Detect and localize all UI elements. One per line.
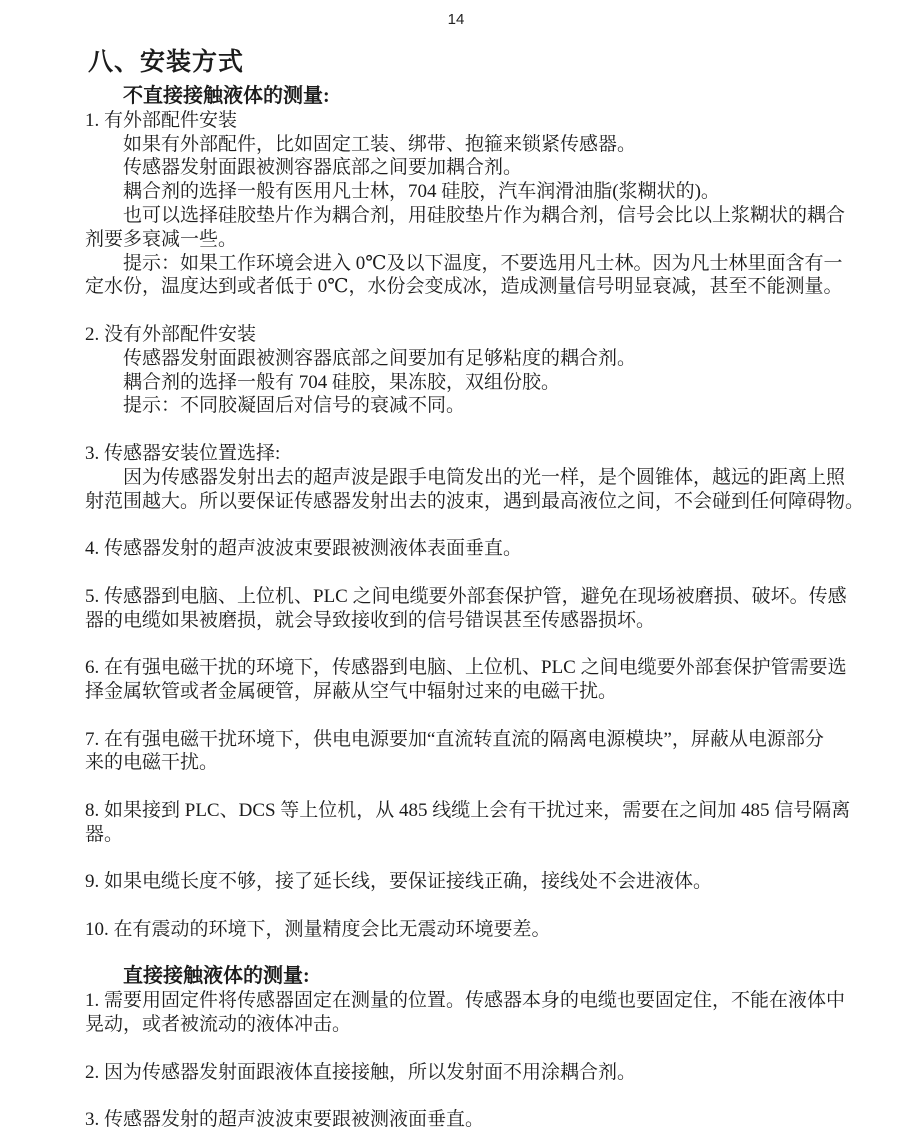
text-line: 传感器发射面跟被测容器底部之间要加耦合剂。	[123, 157, 523, 179]
text-line: 2. 因为传感器发射面跟液体直接接触，所以发射面不用涂耦合剂。	[85, 1061, 637, 1083]
text-line: 也可以选择硅胶垫片作为耦合剂，用硅胶垫片作为耦合剂，信号会比以上浆糊状的耦合	[123, 204, 846, 226]
text-line: 10. 在有震动的环境下，测量精度会比无震动环境要差。	[85, 918, 551, 940]
text-line: 剂要多衰减一些。	[85, 228, 238, 250]
text-line: 耦合剂的选择一般有医用凡士林，704 硅胶，汽车润滑油脂(浆糊状的)。	[123, 181, 720, 203]
section-title: 直接接触液体的测量:	[123, 965, 310, 988]
blank-line	[85, 1037, 885, 1061]
text-line: 晃动，或者被流动的液体冲击。	[85, 1014, 352, 1036]
text-line: 1. 需要用固定件将传感器固定在测量的位置。传感器本身的电缆也要固定住，不能在液体中	[85, 990, 846, 1012]
text-line: 5. 传感器到电脑、上位机、PLC 之间电缆要外部套保护管，避免在现场被磨损、破坏。传感	[85, 585, 847, 607]
text-line: 2. 没有外部配件安装	[85, 323, 257, 345]
text-line: 来的电磁干扰。	[85, 752, 219, 774]
page-title: 八、安装方式	[88, 49, 245, 76]
blank-line	[85, 704, 885, 728]
blank-line	[85, 942, 885, 966]
page-number: 14	[447, 11, 465, 28]
text-line: 1. 有外部配件安装	[85, 109, 238, 131]
text-line: 择金属软管或者金属硬管，屏蔽从空气中辐射过来的电磁干扰。	[85, 680, 618, 702]
text-line: 提示：不同胶凝固后对信号的衰减不同。	[123, 395, 466, 417]
text-line: 器。	[85, 823, 124, 845]
text-line: 8. 如果接到 PLC、DCS 等上位机，从 485 线缆上会有干扰过来，需要在之间加 485 信号隔离	[85, 799, 851, 821]
blank-line	[85, 894, 885, 918]
text-line: 7. 在有强电磁干扰环境下，供电电源要加“直流转直流的隔离电源模块”，屏蔽从电源部分	[85, 728, 824, 750]
text-line: 6. 在有强电磁干扰的环境下，传感器到电脑、上位机、PLC 之间电缆要外部套保护管需要选	[85, 657, 847, 679]
blank-line	[85, 299, 885, 323]
text-line: 9. 如果电缆长度不够，接了延长线，要保证接线正确，接线处不会进液体。	[85, 871, 713, 893]
blank-line	[85, 561, 885, 585]
text-line: 因为传感器发射出去的超声波是跟手电筒发出的光一样，是个圆锥体，越远的距离上照	[123, 466, 846, 488]
blank-line	[85, 632, 885, 656]
section-title: 不直接接触液体的测量:	[123, 85, 330, 107]
blank-line	[85, 1084, 885, 1108]
text-line: 4. 传感器发射的超声波波束要跟被测液体表面垂直。	[85, 538, 523, 560]
text-line: 射范围越大。所以要保证传感器发射出去的波束，遇到最高液位之间，不会碰到任何障碍物。	[85, 490, 865, 512]
blank-line	[85, 775, 885, 799]
text-line: 定水份，温度达到或者低于 0℃，水份会变成冰，造成测量信号明显衰减，甚至不能测量。	[85, 276, 843, 298]
blank-line	[85, 513, 885, 537]
text-line: 器的电缆如果被磨损，就会导致接收到的信号错误甚至传感器损坏。	[85, 609, 656, 631]
blank-line	[85, 847, 885, 871]
text-line: 3. 传感器发射的超声波波束要跟被测液面垂直。	[85, 1109, 485, 1131]
text-line: 提示：如果工作环境会进入 0℃及以下温度，不要选用凡士林。因为凡士林里面含有一	[123, 252, 843, 274]
text-line: 传感器发射面跟被测容器底部之间要加有足够粘度的耦合剂。	[123, 347, 637, 369]
text-line: 3. 传感器安装位置选择:	[85, 442, 281, 464]
document-body	[85, 85, 885, 1132]
text-line: 耦合剂的选择一般有 704 硅胶，果冻胶，双组份胶。	[123, 371, 561, 393]
text-line: 如果有外部配件，比如固定工装、绑带、抱箍来锁紧传感器。	[123, 133, 637, 155]
blank-line	[85, 418, 885, 442]
